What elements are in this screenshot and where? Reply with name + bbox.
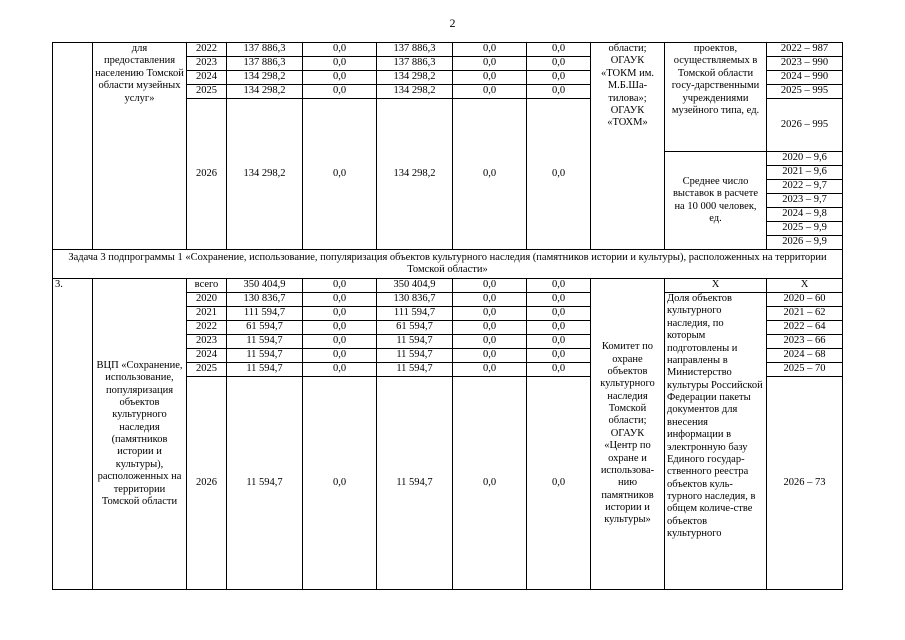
extra-cell: 0,0 bbox=[527, 43, 591, 57]
indicator-value-cell: 2025 – 9,9 bbox=[767, 222, 843, 236]
local-cell: 0,0 bbox=[453, 321, 527, 335]
local-cell: 0,0 bbox=[453, 307, 527, 321]
task-heading: Задача 3 подпрограммы 1 «Сохранение, использование, популяризация объектов культурного наследия (памятников истории и культуры), расположенных на территории Томской области» bbox=[53, 250, 843, 279]
indicator-value-header-cell: Х bbox=[767, 279, 843, 293]
extra-cell: 0,0 bbox=[527, 85, 591, 99]
year-cell: 2024 bbox=[187, 71, 227, 85]
year-cell: 2022 bbox=[187, 321, 227, 335]
total-cell: 134 298,2 bbox=[227, 99, 303, 250]
extra-cell: 0,0 bbox=[527, 99, 591, 250]
indicator-value-cell: 2025 – 995 bbox=[767, 85, 843, 99]
total-cell: 137 886,3 bbox=[227, 43, 303, 57]
federal-cell: 0,0 bbox=[303, 307, 377, 321]
regional-cell: 137 886,3 bbox=[377, 57, 453, 71]
regional-cell: 350 404,9 bbox=[377, 279, 453, 293]
federal-cell: 0,0 bbox=[303, 377, 377, 590]
indicator-cell: проектов, осуществляемых в Томской области госу-дарственными учреждениями музейного типа, ед. bbox=[665, 43, 767, 152]
local-cell: 0,0 bbox=[453, 99, 527, 250]
extra-cell: 0,0 bbox=[527, 279, 591, 293]
local-cell: 0,0 bbox=[453, 43, 527, 57]
regional-cell: 11 594,7 bbox=[377, 349, 453, 363]
indicator-header-cell: Х bbox=[665, 279, 767, 293]
federal-cell: 0,0 bbox=[303, 321, 377, 335]
local-cell: 0,0 bbox=[453, 71, 527, 85]
total-cell: 134 298,2 bbox=[227, 85, 303, 99]
indicator-value-cell: 2022 – 64 bbox=[767, 321, 843, 335]
indicator-value-cell: 2026 – 995 bbox=[767, 99, 843, 152]
year-cell: 2026 bbox=[187, 99, 227, 250]
total-cell: 137 886,3 bbox=[227, 57, 303, 71]
federal-cell: 0,0 bbox=[303, 335, 377, 349]
year-cell: 2023 bbox=[187, 57, 227, 71]
year-cell: всего bbox=[187, 279, 227, 293]
indicator-value-cell: 2022 – 9,7 bbox=[767, 180, 843, 194]
indicator-value-cell: 2026 – 9,9 bbox=[767, 236, 843, 250]
indicator-value-cell: 2022 – 987 bbox=[767, 43, 843, 57]
extra-cell: 0,0 bbox=[527, 307, 591, 321]
extra-cell: 0,0 bbox=[527, 349, 591, 363]
federal-cell: 0,0 bbox=[303, 43, 377, 57]
total-cell: 111 594,7 bbox=[227, 307, 303, 321]
indicator-value-cell: 2024 – 9,8 bbox=[767, 208, 843, 222]
table-row bbox=[53, 279, 843, 293]
extra-cell: 0,0 bbox=[527, 57, 591, 71]
extra-cell: 0,0 bbox=[527, 377, 591, 590]
indicator-value-cell: 2026 – 73 bbox=[767, 377, 843, 590]
total-cell: 134 298,2 bbox=[227, 71, 303, 85]
table-row bbox=[53, 43, 843, 57]
executor-cell: области; ОГАУК «ТОКМ им. М.Б.Ша-тилова»; ОГАУК «ТОХМ» bbox=[591, 43, 665, 250]
year-cell: 2025 bbox=[187, 85, 227, 99]
regional-cell: 137 886,3 bbox=[377, 43, 453, 57]
federal-cell: 0,0 bbox=[303, 85, 377, 99]
number-cell bbox=[53, 43, 93, 250]
federal-cell: 0,0 bbox=[303, 279, 377, 293]
indicator-cell: Среднее число выставок в расчете на 10 000 человек, ед. bbox=[665, 152, 767, 250]
indicator-value-cell: 2024 – 990 bbox=[767, 71, 843, 85]
regional-cell: 61 594,7 bbox=[377, 321, 453, 335]
federal-cell: 0,0 bbox=[303, 293, 377, 307]
indicator-value-cell: 2025 – 70 bbox=[767, 363, 843, 377]
year-cell: 2025 bbox=[187, 363, 227, 377]
year-cell: 2020 bbox=[187, 293, 227, 307]
local-cell: 0,0 bbox=[453, 279, 527, 293]
total-cell: 11 594,7 bbox=[227, 349, 303, 363]
activity-name-cell: ВЦП «Сохранение, использование, популяризация объектов культурного наследия (памятников истории и культуры), расположенных на территории Томской области bbox=[93, 279, 187, 590]
federal-cell: 0,0 bbox=[303, 363, 377, 377]
total-cell: 11 594,7 bbox=[227, 363, 303, 377]
local-cell: 0,0 bbox=[453, 293, 527, 307]
number-cell: 3. bbox=[53, 279, 93, 590]
program-table bbox=[52, 42, 843, 590]
federal-cell: 0,0 bbox=[303, 71, 377, 85]
total-cell: 11 594,7 bbox=[227, 377, 303, 590]
indicator-value-cell: 2023 – 66 bbox=[767, 335, 843, 349]
executor-cell: Комитет по охране объектов культурного наследия Томской области; ОГАУК «Центр по охране и использова-нию памятников истории и культуры» bbox=[591, 279, 665, 590]
local-cell: 0,0 bbox=[453, 349, 527, 363]
indicator-cell: Доля объектов культурного наследия, по которым подготовлены и направлены в Министерство культуры Российской Федерации пакеты документов для внесения информации в электронную базу Единого государ-ственного реестра объектов куль-турного наследия, в общем количе-стве объектов культурного bbox=[665, 293, 767, 590]
regional-cell: 134 298,2 bbox=[377, 99, 453, 250]
extra-cell: 0,0 bbox=[527, 363, 591, 377]
local-cell: 0,0 bbox=[453, 85, 527, 99]
year-cell: 2022 bbox=[187, 43, 227, 57]
total-cell: 61 594,7 bbox=[227, 321, 303, 335]
indicator-value-cell: 2020 – 9,6 bbox=[767, 152, 843, 166]
regional-cell: 11 594,7 bbox=[377, 335, 453, 349]
total-cell: 350 404,9 bbox=[227, 279, 303, 293]
federal-cell: 0,0 bbox=[303, 349, 377, 363]
regional-cell: 134 298,2 bbox=[377, 85, 453, 99]
indicator-value-cell: 2021 – 9,6 bbox=[767, 166, 843, 180]
regional-cell: 134 298,2 bbox=[377, 71, 453, 85]
federal-cell: 0,0 bbox=[303, 57, 377, 71]
extra-cell: 0,0 bbox=[527, 293, 591, 307]
federal-cell: 0,0 bbox=[303, 99, 377, 250]
total-cell: 130 836,7 bbox=[227, 293, 303, 307]
extra-cell: 0,0 bbox=[527, 71, 591, 85]
regional-cell: 11 594,7 bbox=[377, 377, 453, 590]
indicator-value-cell: 2023 – 990 bbox=[767, 57, 843, 71]
extra-cell: 0,0 bbox=[527, 321, 591, 335]
indicator-value-cell: 2020 – 60 bbox=[767, 293, 843, 307]
task-heading-row bbox=[53, 250, 843, 279]
page-number: 2 bbox=[449, 16, 456, 30]
local-cell: 0,0 bbox=[453, 335, 527, 349]
regional-cell: 130 836,7 bbox=[377, 293, 453, 307]
year-cell: 2021 bbox=[187, 307, 227, 321]
local-cell: 0,0 bbox=[453, 377, 527, 590]
indicator-value-cell: 2024 – 68 bbox=[767, 349, 843, 363]
year-cell: 2023 bbox=[187, 335, 227, 349]
year-cell: 2024 bbox=[187, 349, 227, 363]
activity-name-cell: для предоставления населению Томской области музейных услуг» bbox=[93, 43, 187, 250]
extra-cell: 0,0 bbox=[527, 335, 591, 349]
regional-cell: 111 594,7 bbox=[377, 307, 453, 321]
indicator-value-cell: 2021 – 62 bbox=[767, 307, 843, 321]
year-cell: 2026 bbox=[187, 377, 227, 590]
regional-cell: 11 594,7 bbox=[377, 363, 453, 377]
total-cell: 11 594,7 bbox=[227, 335, 303, 349]
indicator-value-cell: 2023 – 9,7 bbox=[767, 194, 843, 208]
local-cell: 0,0 bbox=[453, 363, 527, 377]
local-cell: 0,0 bbox=[453, 57, 527, 71]
